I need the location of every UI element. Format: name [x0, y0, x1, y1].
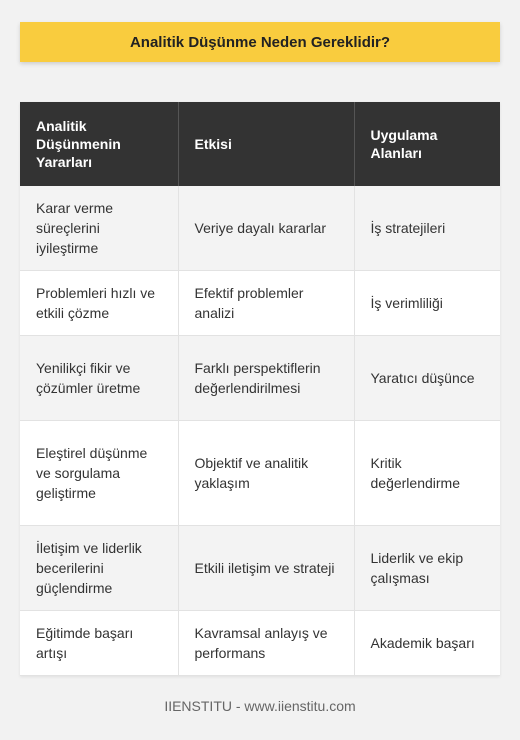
table-cell-benefit: Problemleri hızlı ve etkili çözme	[20, 271, 178, 336]
table-row	[20, 186, 500, 271]
table-cell-effect: Efektif problemler analizi	[178, 271, 354, 336]
table-row	[20, 611, 500, 676]
table-cell-application: İş verimliliği	[354, 271, 500, 336]
table-cell-application: İş stratejileri	[354, 186, 500, 271]
table-row	[20, 526, 500, 611]
table-cell-effect: Farklı perspektiflerin değerlendirilmesi	[178, 336, 354, 421]
table-cell-application: Yaratıcı düşünce	[354, 336, 500, 421]
column-header-benefits: Analitik Düşünmenin Yararları	[20, 102, 178, 186]
table-row	[20, 421, 500, 526]
table-row	[20, 271, 500, 336]
table-cell-effect: Objektif ve analitik yaklaşım	[178, 421, 354, 526]
table-cell-benefit: Karar verme süreçlerini iyileştirme	[20, 186, 178, 271]
table-cell-benefit: Eğitimde başarı artışı	[20, 611, 178, 676]
column-header-application-areas: Uygulama Alanları	[354, 102, 500, 186]
table-cell-application: Kritik değerlendirme	[354, 421, 500, 526]
title-banner	[20, 22, 500, 62]
benefits-table	[20, 102, 500, 676]
table-row	[20, 336, 500, 421]
table-cell-benefit: Eleştirel düşünme ve sorgulama geliştirme	[20, 421, 178, 526]
footer-credit: IIENSTITU - www.iienstitu.com	[164, 698, 356, 714]
table-cell-effect: Etkili iletişim ve strateji	[178, 526, 354, 611]
table-cell-application: Akademik başarı	[354, 611, 500, 676]
column-header-effect: Etkisi	[178, 102, 354, 186]
table-cell-effect: Veriye dayalı kararlar	[178, 186, 354, 271]
table-body	[20, 186, 500, 676]
header-row	[20, 102, 500, 186]
table-cell-application: Liderlik ve ekip çalışması	[354, 526, 500, 611]
table-cell-benefit: Yenilikçi fikir ve çözümler üretme	[20, 336, 178, 421]
table-header	[20, 102, 500, 186]
table-cell-benefit: İletişim ve liderlik becerilerini güçlendirme	[20, 526, 178, 611]
table-cell-effect: Kavramsal anlayış ve performans	[178, 611, 354, 676]
page-title: Analitik Düşünme Neden Gereklidir?	[129, 33, 391, 51]
